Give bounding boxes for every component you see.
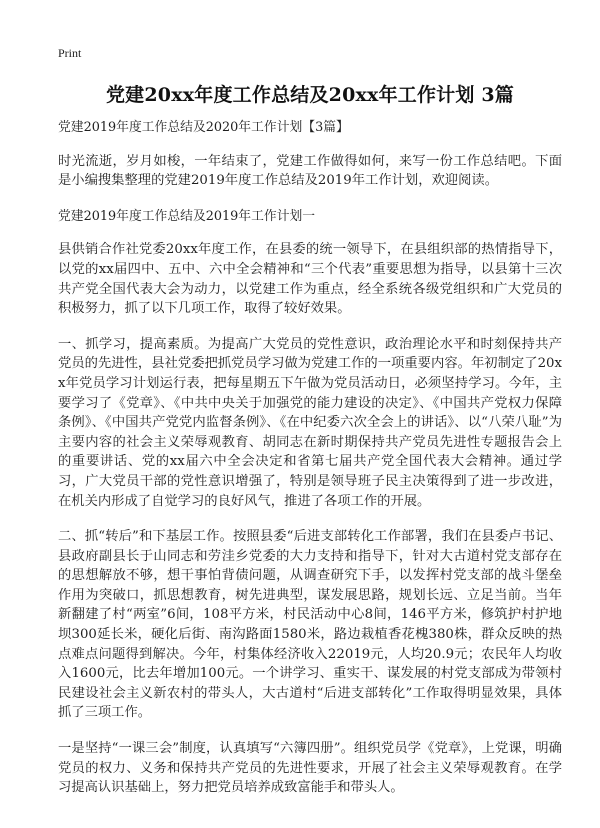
body-paragraph: 县供销合作社党委20xx年度工作，在县委的统一领导下，在县组织部的热情指导下，以党的xx届四中、五中、六中全会精神和“三个代表”重要思想为指导，以县第十三次共产党全国代表大会为动力，以党建工作为重点，经全系统各级党组织和广大党员的积极努力，抓了以下几项工作，取得了较好效果。 [58, 242, 562, 317]
body-paragraph: 一、抓学习，提高素质。为提高广大党员的党性意识，政治理论水平和时刻保持共产党员的先进性，县社党委把抓党员学习做为党建工作的一项重要内容。年初制定了20xx年党员学习计划运行表，把每星期五下午做为党员活动日，必须坚持学习。今年，主要学习了《党章》、《中共中央关于加强党的能力建设的决定》、《中国共产党权力保障条例》、《中国共产党党内监督条例》、《在中纪委六次全会上的讲话》、以“八荣八耻”为主要内容的社会主义荣辱观教育、胡同志在新时期保持共产党员先进性专题报告会上的重要讲话、党的xx届六中全会决定和省第七届共产党全国代表大会精神。通过学习，广大党员干部的党性意识增强了，特别是领导班子民主决策得到了进一步改进，在机关内形成了自觉学习的良好风气，推进了各项工作的开展。 [58, 336, 562, 509]
section-heading: 党建2019年度工作总结及2019年工作计划一 [58, 208, 316, 224]
document-body [58, 118, 562, 814]
document-title: 党建20xx年度工作总结及20xx年工作计划 3篇 [105, 84, 515, 106]
body-paragraph: 二、抓“转后”和下基层工作。按照县委“后进支部转化工作部署，我们在县委卢书记、县政府副县长于山同志和劳洼乡党委的大力支持和指导下，针对大古道村党支部存在的思想解放不够，想干事怕背债问题，从调查研究下手，以发挥村党支部的战斗堡垒作用为突破口，抓思想教育，树先进典型，谋发展思路，规划长远、立足当前。当年新翻建了村“两室”6间，108平方米，村民活动中心8间，146平方米，修筑护村护地坝300延长米，硬化后街、南沟路面1580米，路边栽植香花槐380株，群众反映的热点难点问题得到解决。今年，村集体经济收入22019元，人均20.9元；农民年人均收入1600元，比去年增加100元。一个讲学习、重实干、谋发展的村党支部成为带领村民建设社会主义新农村的带头人，大古道村“后进支部转化”工作取得明显效果，具体抓了三项工作。 [58, 529, 562, 721]
body-paragraph: 一是坚持“一课三会”制度，认真填写“六簿四册”。组织党员学《党章》，上党课，明确党员的权力、义务和保持共产党员的先进性要求，开展了社会主义荣辱观教育。在学习提高认识基础上，努力把党员培养成致富能手和带头人。 [58, 741, 562, 796]
print-link[interactable]: Print [58, 46, 82, 60]
intro-paragraph: 时光流逝，岁月如梭，一年结束了，党建工作做得如何，来写一份工作总结吧。下面是小编搜集整理的党建2019年度工作总结及2019年工作计划，欢迎阅读。 [58, 153, 562, 189]
document-subtitle: 党建2019年度工作总结及2020年工作计划【3篇】 [58, 120, 349, 135]
